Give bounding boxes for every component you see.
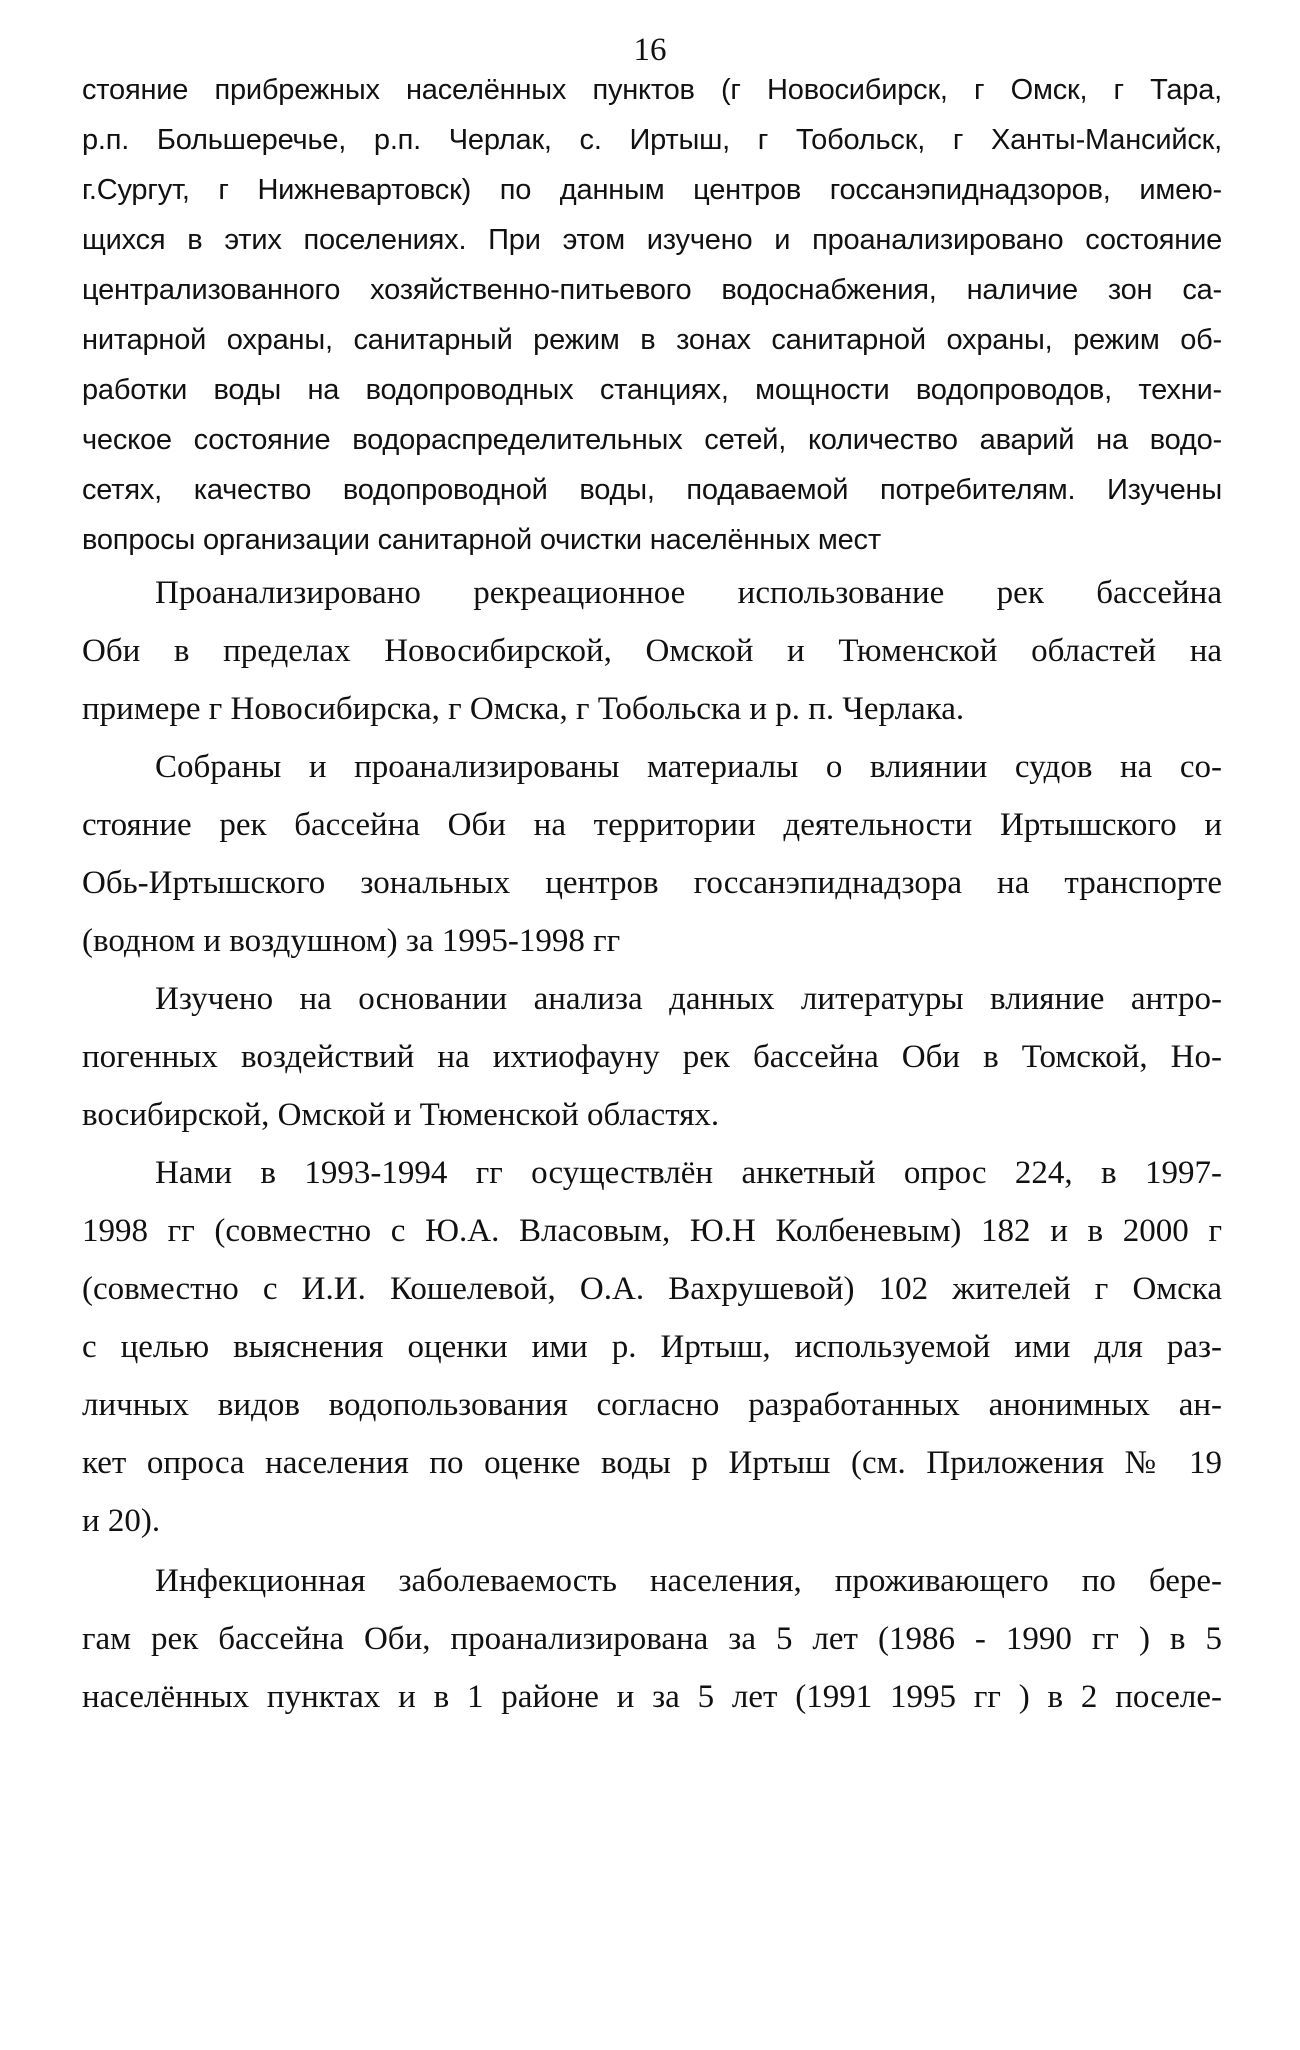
- text-line: р.п. Большеречье, р.п. Черлак, с. Иртыш, г Тобольск, г Ханты-Мансийск,: [82, 124, 1222, 156]
- text-line: и 20).: [82, 1503, 161, 1539]
- text-line: вопросы организации санитарной очистки населённых мест: [82, 524, 881, 556]
- text-line: г.Сургут, г Нижневартовск) по данным центров госсанэпиднадзоров, имею-: [82, 174, 1222, 206]
- text-line: Обь-Иртышского зональных центров госсанэпиднадзора на транспорте: [82, 865, 1222, 901]
- text-line: работки воды на водопроводных станциях, мощности водопроводов, техни-: [82, 374, 1222, 406]
- text-line: (водном и воздушном) за 1995-1998 гг: [82, 923, 621, 959]
- text-line: с целью выяснения оценки ими р. Иртыш, используемой ими для раз-: [82, 1329, 1222, 1365]
- text-line: Инфекционная заболеваемость населения, проживающего по бере-: [155, 1563, 1222, 1599]
- text-line: гам рек бассейна Оби, проанализирована за 5 лет (1986 - 1990 гг ) в 5: [82, 1621, 1222, 1657]
- text-line: стояние прибрежных населённых пунктов (г Новосибирск, г Омск, г Тара,: [82, 74, 1222, 106]
- text-line: нитарной охраны, санитарный режим в зонах санитарной охраны, режим об-: [82, 324, 1222, 356]
- text-line: 1998 гг (совместно с Ю.А. Власовым, Ю.Н Колбеневым) 182 и в 2000 г: [82, 1213, 1222, 1249]
- text-line: стояние рек бассейна Оби на территории деятельности Иртышского и: [82, 807, 1222, 843]
- text-line: ческое состояние водораспределительных сетей, количество аварий на водо-: [82, 424, 1222, 456]
- text-line: примере г Новосибирска, г Омска, г Тобольска и р. п. Черлака.: [82, 691, 965, 727]
- text-line: кет опроса населения по оценке воды р Иртыш (см. Приложения № 19: [82, 1445, 1222, 1481]
- text-line: Проанализировано рекреационное использование рек бассейна: [155, 575, 1222, 611]
- text-line: сетях, качество водопроводной воды, подаваемой потребителям. Изучены: [82, 474, 1222, 506]
- text-line: централизованного хозяйственно-питьевого водоснабжения, наличие зон са-: [82, 274, 1222, 306]
- text-line: личных видов водопользования согласно разработанных анонимных ан-: [82, 1387, 1222, 1423]
- page-number: 16: [633, 32, 667, 68]
- text-line: восибирской, Омской и Тюменской областях.: [82, 1097, 720, 1133]
- text-line: щихся в этих поселениях. При этом изучено и проанализировано состояние: [82, 224, 1222, 256]
- text-line: Собраны и проанализированы материалы о влиянии судов на со-: [155, 749, 1222, 785]
- text-line: (совместно с И.И. Кошелевой, О.А. Вахрушевой) 102 жителей г Омска: [82, 1271, 1222, 1307]
- text-line: Нами в 1993-1994 гг осуществлён анкетный опрос 224, в 1997-: [155, 1155, 1222, 1191]
- text-line: Оби в пределах Новосибирской, Омской и Тюменской областей на: [82, 633, 1222, 669]
- text-line: Изучено на основании анализа данных литературы влияние антро-: [155, 981, 1222, 1017]
- text-line: погенных воздействий на ихтиофауну рек бассейна Оби в Томской, Но-: [82, 1039, 1222, 1075]
- text-line: населённых пунктах и в 1 районе и за 5 лет (1991 1995 гг ) в 2 поселе-: [82, 1679, 1222, 1715]
